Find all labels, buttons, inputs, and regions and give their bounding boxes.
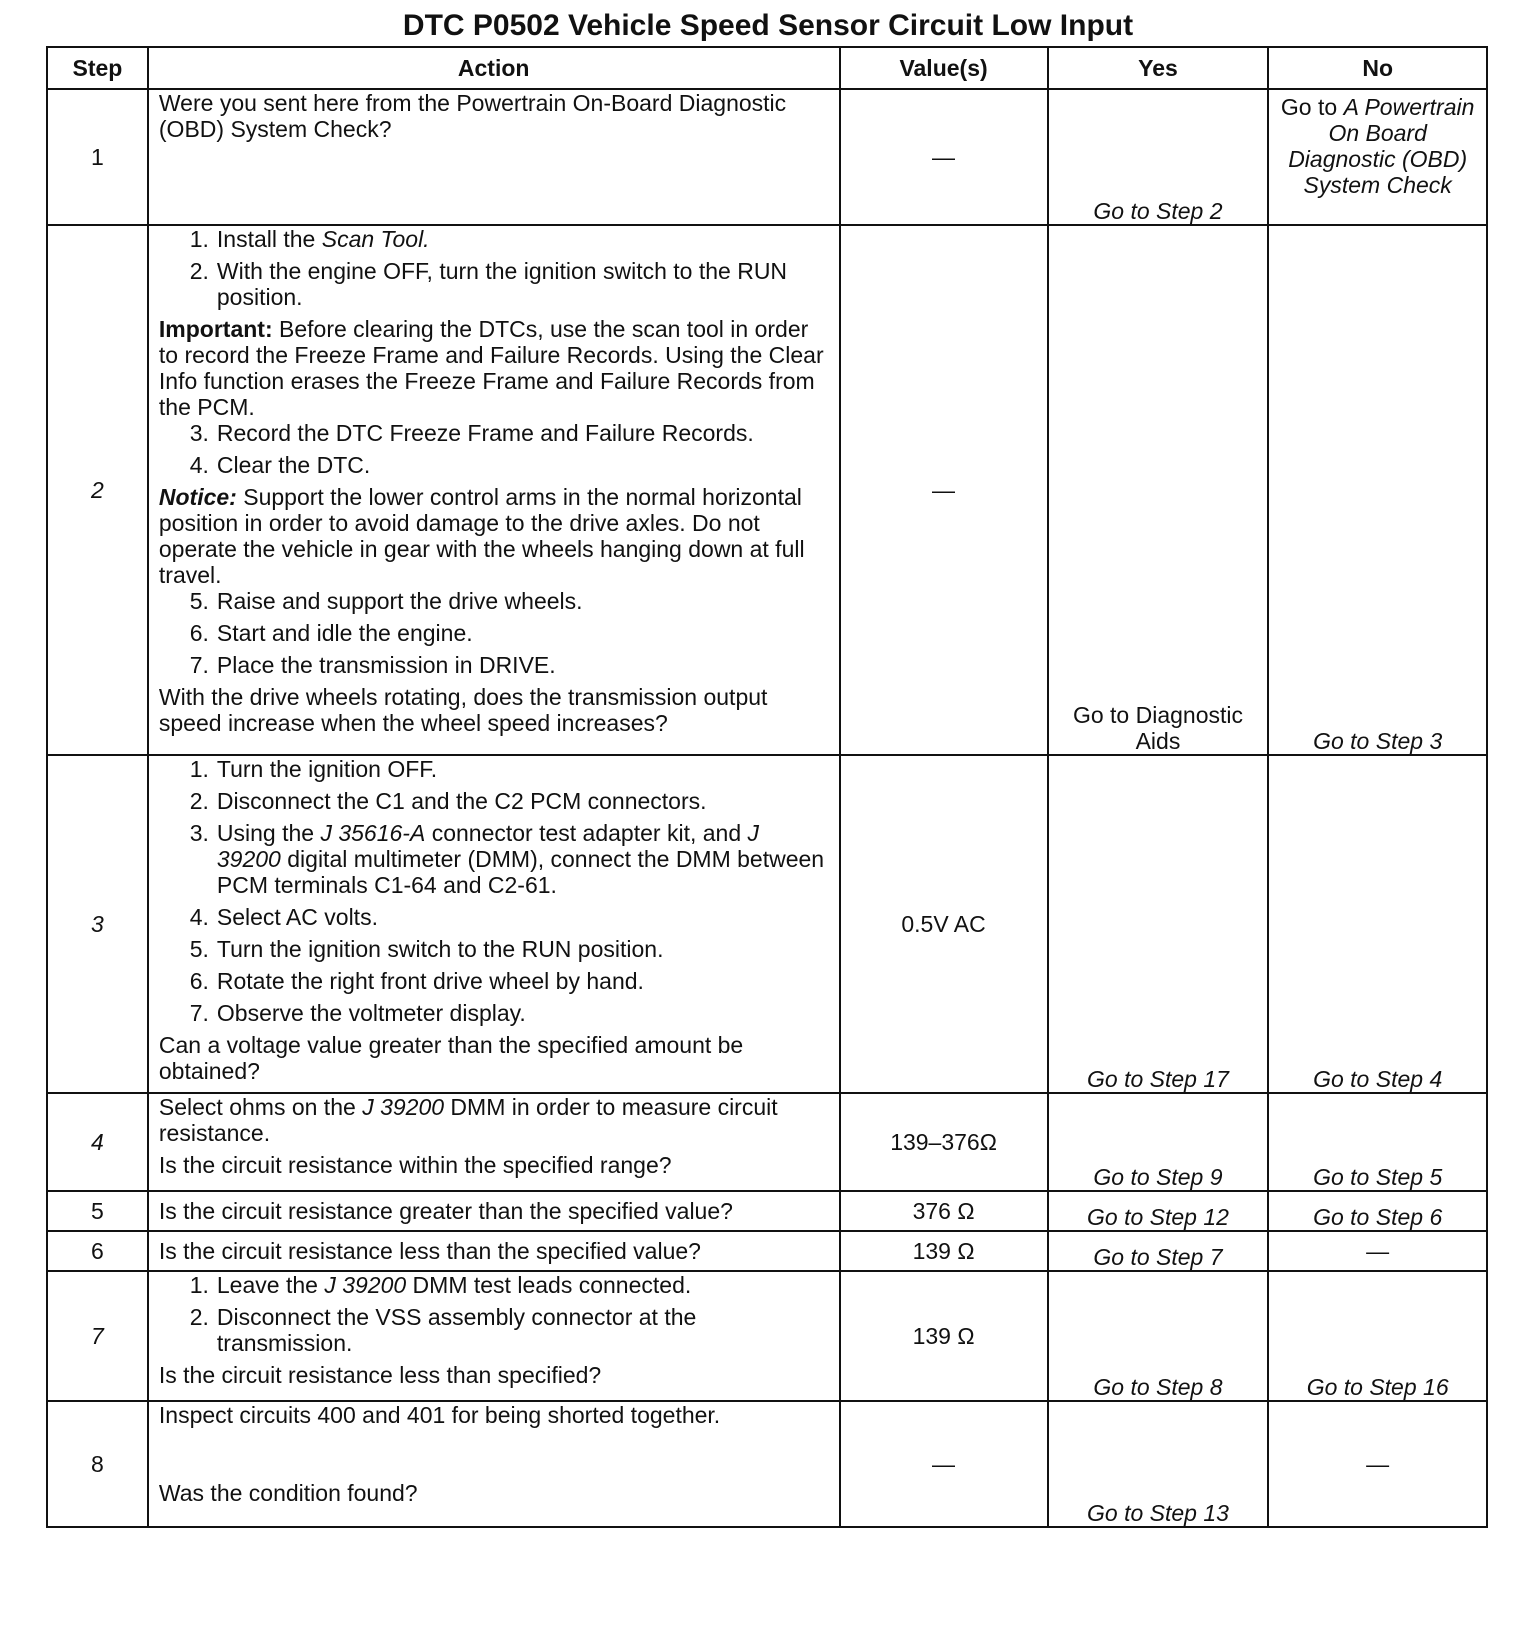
list-item: 6. Start and idle the engine. (189, 620, 473, 646)
action-question: Was the condition found? (158, 1480, 418, 1506)
yes-cell: Go to Step 9 (1048, 1093, 1269, 1191)
step-number: 2 (47, 225, 148, 755)
list-item: 1. Leave the J 39200 DMM test leads connected. (189, 1272, 692, 1298)
value-cell: 0.5V AC (840, 755, 1048, 1093)
yes-cell: Go to Step 2 (1048, 89, 1269, 225)
list-item: 4. Select AC volts. (189, 904, 378, 930)
action-text: Select ohms on the J 39200 DMM in order to measure circuit resistance. (158, 1094, 778, 1146)
yes-cell: Go to Diagnostic Aids (1048, 225, 1269, 755)
list-item: 3. Using the J 35616-A connector test adapter kit, and J 39200 digital multimeter (DMM), connect the DMM between PCM terminals C1-64 and C2-61. (189, 820, 825, 898)
no-cell: Go to Step 3 (1268, 225, 1487, 755)
header-action: Action (148, 47, 840, 89)
no-cell: Go to Step 5 (1268, 1093, 1487, 1191)
action-question: Is the circuit resistance greater than the specified value? (148, 1191, 840, 1231)
step-number: 3 (47, 755, 148, 1093)
no-cell: Go to Step 16 (1268, 1271, 1487, 1401)
table-row (47, 1093, 1487, 1191)
action-cell (148, 1271, 840, 1401)
no-cell (1268, 89, 1487, 225)
list-item: 1. Install the Scan Tool. (189, 226, 430, 252)
important-note: Important: Before clearing the DTCs, use the scan tool in order to record the Freeze Frame and Failure Records. Using the Clear Info function erases the Freeze Frame and Failure Records from the PCM. (158, 316, 824, 420)
diagnostic-table (46, 46, 1488, 1528)
value-cell: — (840, 89, 1048, 225)
header-no: No (1268, 47, 1487, 89)
value-cell: — (840, 1401, 1048, 1527)
yes-cell: Go to Step 17 (1048, 755, 1269, 1093)
list-item: 4. Clear the DTC. (189, 452, 371, 478)
value-cell: 139 Ω (840, 1271, 1048, 1401)
step-number: 7 (47, 1271, 148, 1401)
list-item: 2. Disconnect the C1 and the C2 PCM connectors. (189, 788, 707, 814)
action-question: Is the circuit resistance less than the specified value? (148, 1231, 840, 1271)
value-cell: 139–376Ω (840, 1093, 1048, 1191)
header-yes: Yes (1048, 47, 1269, 89)
action-text: Inspect circuits 400 and 401 for being shorted together. (158, 1402, 721, 1428)
action-question: Can a voltage value greater than the specified amount be obtained? (158, 1032, 744, 1084)
value-cell: 139 Ω (840, 1231, 1048, 1271)
table-row (47, 1191, 1487, 1231)
yes-cell: Go to Step 7 (1048, 1231, 1269, 1271)
list-item: 3. Record the DTC Freeze Frame and Failure Records. (189, 420, 754, 446)
header-row (47, 47, 1487, 89)
list-item: 2. With the engine OFF, turn the ignition switch to the RUN position. (189, 258, 788, 310)
action-question: Is the circuit resistance within the specified range? (158, 1152, 672, 1178)
list-item: 2. Disconnect the VSS assembly connector at the transmission. (189, 1304, 697, 1356)
table-row (47, 1271, 1487, 1401)
table-row (47, 1231, 1487, 1271)
list-item: 6. Rotate the right front drive wheel by hand. (189, 968, 644, 994)
action-cell (148, 89, 840, 225)
list-item: 7. Observe the voltmeter display. (189, 1000, 526, 1026)
action-cell (148, 225, 840, 755)
yes-cell: Go to Step 12 (1048, 1191, 1269, 1231)
notice-note: Notice: Support the lower control arms in the normal horizontal position in order to avoid damage to the drive axles. Do not operate the vehicle in gear with the wheels hanging down at full travel. (158, 484, 805, 588)
header-step: Step (47, 47, 148, 89)
list-item: 7. Place the transmission in DRIVE. (189, 652, 556, 678)
action-question: With the drive wheels rotating, does the transmission output speed increase when the wheel speed increases? (158, 684, 768, 736)
step-number: 6 (47, 1231, 148, 1271)
action-question: Is the circuit resistance less than specified? (158, 1362, 602, 1388)
action-cell (148, 1401, 840, 1527)
step-number: 8 (47, 1401, 148, 1527)
no-prefix: Go to (1280, 94, 1344, 120)
action-cell (148, 1093, 840, 1191)
list-item: 1. Turn the ignition OFF. (189, 756, 438, 782)
step-number: 5 (47, 1191, 148, 1231)
header-values: Value(s) (840, 47, 1048, 89)
document-title: DTC P0502 Vehicle Speed Sensor Circuit Low Input (402, 9, 1134, 42)
list-item: 5. Turn the ignition switch to the RUN position. (189, 936, 664, 962)
table-row (47, 1401, 1487, 1527)
no-cell: — (1268, 1231, 1487, 1271)
table-row (47, 225, 1487, 755)
value-cell: — (840, 225, 1048, 755)
value-cell: 376 Ω (840, 1191, 1048, 1231)
no-reference: A Powertrain On Board Diagnostic (OBD) System Check (1288, 94, 1475, 198)
no-cell: Go to Step 4 (1268, 755, 1487, 1093)
action-question: Were you sent here from the Powertrain On-Board Diagnostic (OBD) System Check? (158, 90, 787, 142)
table-row (47, 755, 1487, 1093)
table-row (47, 89, 1487, 225)
yes-cell: Go to Step 13 (1048, 1401, 1269, 1527)
step-number: 1 (47, 89, 148, 225)
action-cell (148, 755, 840, 1093)
yes-cell: Go to Step 8 (1048, 1271, 1269, 1401)
no-cell: — (1268, 1401, 1487, 1527)
no-cell: Go to Step 6 (1268, 1191, 1487, 1231)
list-item: 5. Raise and support the drive wheels. (189, 588, 583, 614)
step-number: 4 (47, 1093, 148, 1191)
